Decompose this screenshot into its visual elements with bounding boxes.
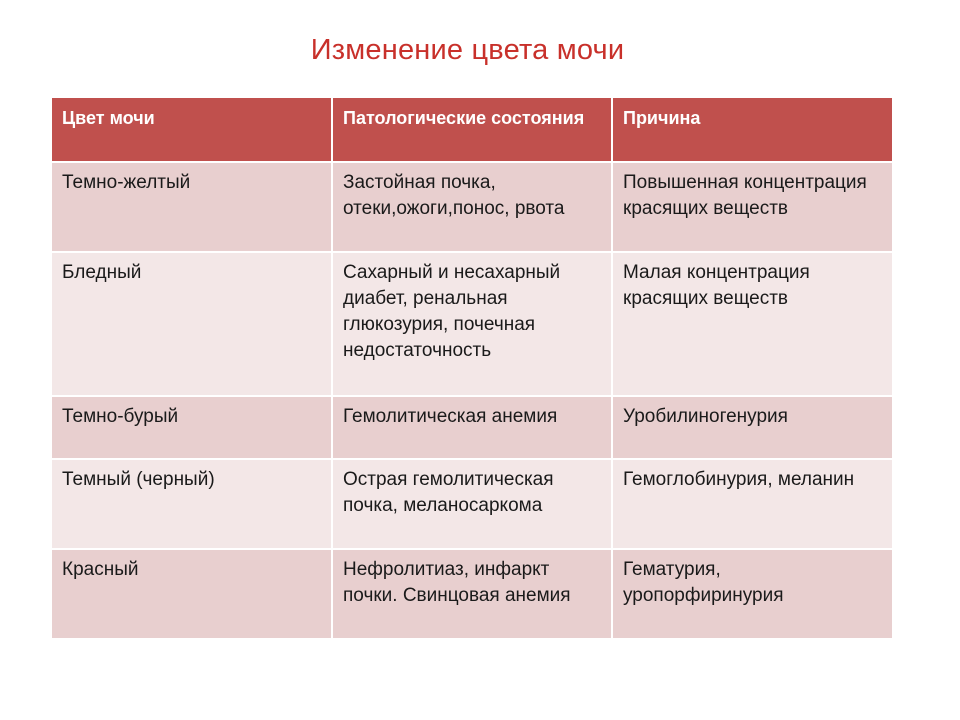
cell-cause: Уробилиногенурия: [612, 396, 892, 459]
table-row: [52, 549, 892, 639]
cell-urine-color: Темно-бурый: [52, 396, 332, 459]
table-header-row: [52, 98, 892, 162]
cell-urine-color: Темный (черный): [52, 459, 332, 549]
header-urine-color: Цвет мочи: [52, 98, 332, 162]
table-row: [52, 162, 892, 252]
cell-cause: Гемоглобинурия, меланин: [612, 459, 892, 549]
cell-urine-color: Бледный: [52, 252, 332, 396]
header-cause: Причина: [612, 98, 892, 162]
table-row: [52, 396, 892, 459]
table-row: [52, 252, 892, 396]
urine-color-table: [52, 98, 892, 640]
table-row: [52, 459, 892, 549]
cell-conditions: Нефролитиаз, инфаркт почки. Свинцовая анемия: [332, 549, 612, 639]
header-pathological-conditions: Патологические состояния: [332, 98, 612, 162]
cell-urine-color: Темно-желтый: [52, 162, 332, 252]
cell-cause: Повышенная концентрация красящих веществ: [612, 162, 892, 252]
cell-urine-color: Красный: [52, 549, 332, 639]
cell-cause: Малая концентрация красящих веществ: [612, 252, 892, 396]
cell-conditions: Застойная почка, отеки,ожоги,понос, рвота: [332, 162, 612, 252]
cell-conditions: Гемолитическая анемия: [332, 396, 612, 459]
cell-cause: Гематурия, уропорфиринурия: [612, 549, 892, 639]
cell-conditions: Острая гемолитическая почка, меланосаркома: [332, 459, 612, 549]
cell-conditions: Сахарный и несахарный диабет, ренальная глюкозурия, почечная недостаточность: [332, 252, 612, 396]
slide-title: Изменение цвета мочи: [310, 34, 625, 66]
